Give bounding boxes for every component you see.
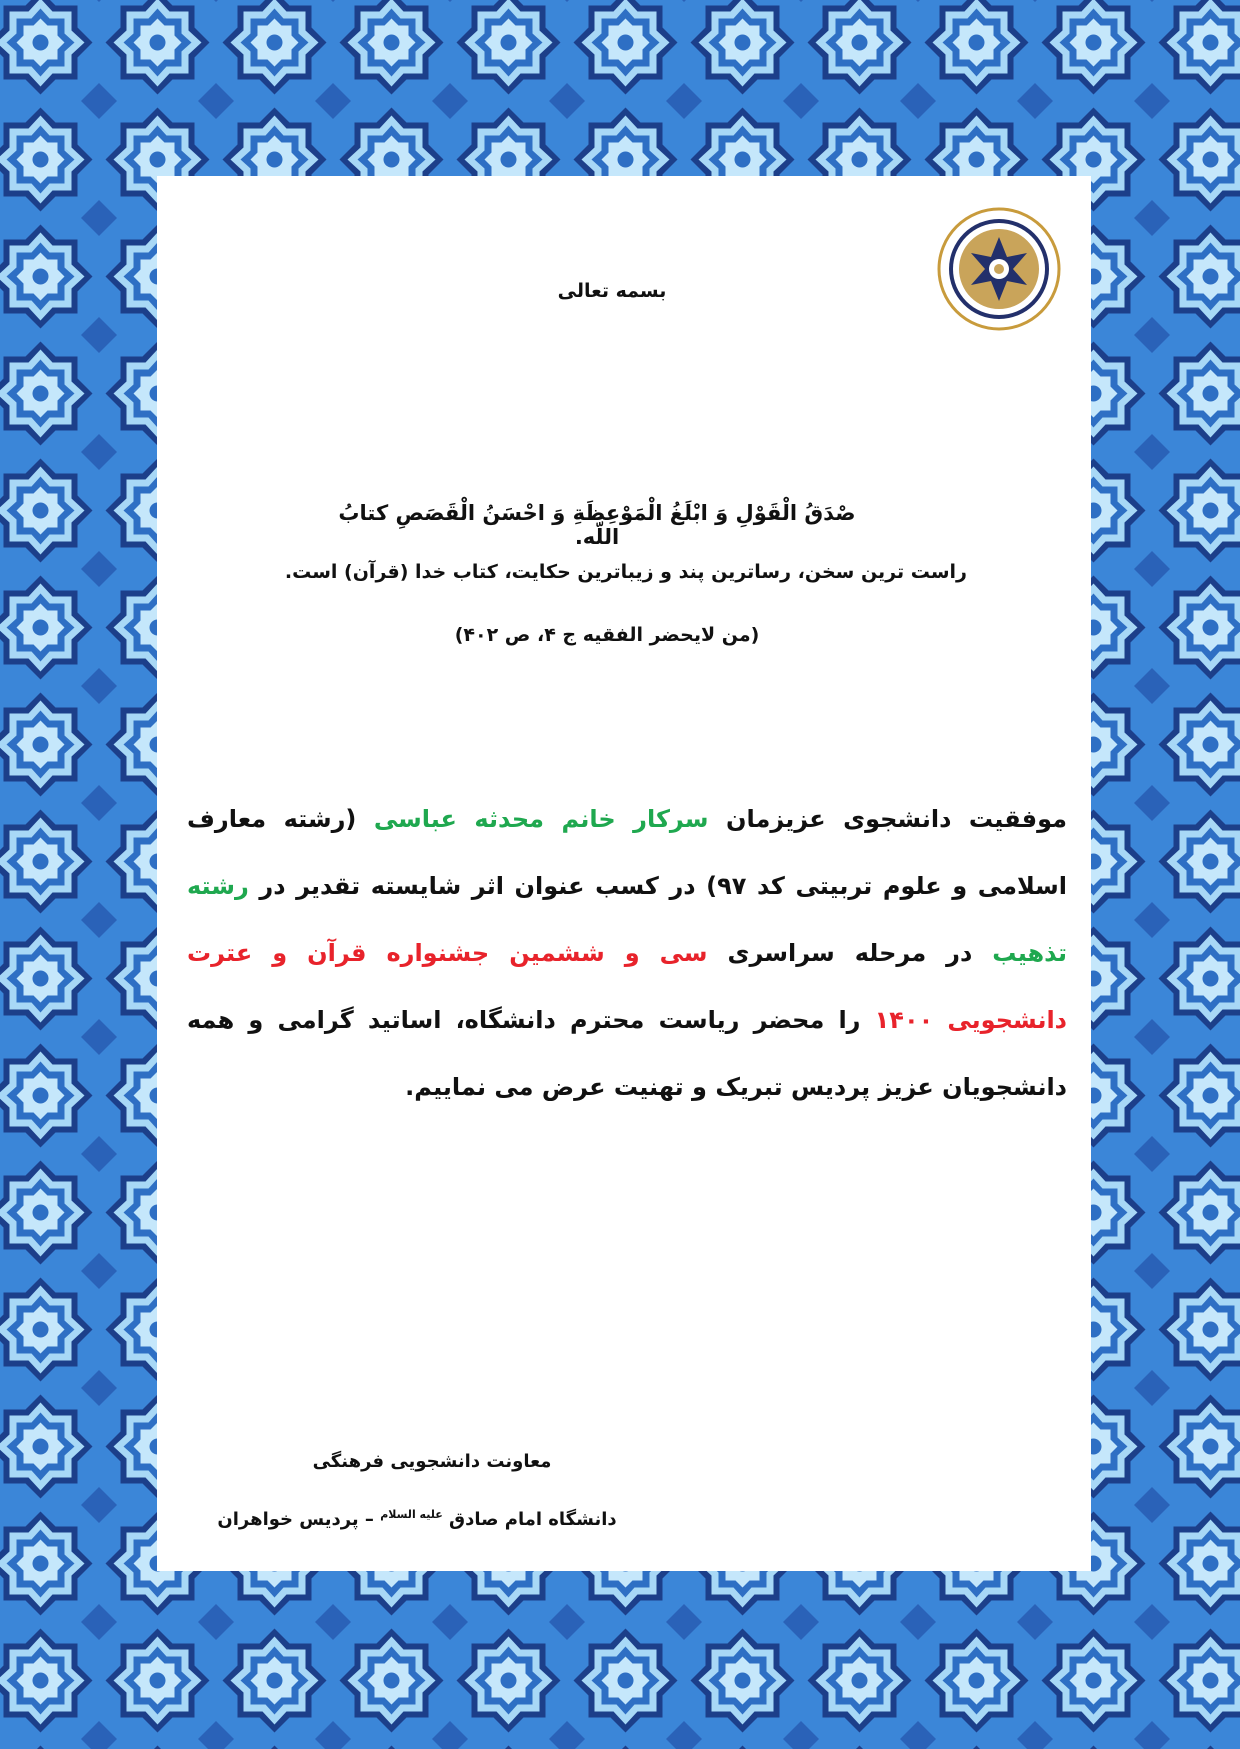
congratulation-text [187, 786, 1067, 1121]
signature-office: معاونت دانشجویی فرهنگی [312, 1451, 552, 1472]
body-part1: موفقیت دانشجوی عزیزمان [708, 805, 1067, 833]
campus-name: – پردیس خواهران [217, 1509, 381, 1530]
festival-name: سی و ششمین جشنواره قرآن و عترت دانشجویی ۱۴۰۰ [187, 939, 1067, 1034]
honorific: علیه السلام [380, 1508, 443, 1521]
body-part3: در مرحله سراسری [707, 939, 993, 967]
body-part4: را محضر ریاست محترم دانشگاه، اساتید گرامی و همه دانشجویان عزیز پردیس تبریک و تهنیت عرض می نماییم. [187, 1006, 1067, 1101]
field-name: رشته تذهیب [187, 872, 1068, 967]
hadith-arabic: صْدَقُ الْقَوْلِ وَ ابْلَغُ الْمَوْعِظَةِ وَ احْسَنُ الْقَصَصِ کتابُ اللّه. [338, 501, 856, 549]
university-name: دانشگاه امام صادق [449, 1509, 617, 1530]
hadith-source: (من لایحضر الفقیه ج ۴، ص ۴۰۲) [454, 624, 760, 646]
university-logo [934, 204, 1064, 334]
heading: بسمه تعالی [557, 280, 667, 302]
certificate-page [157, 176, 1091, 1571]
body-part2: (رشته معارف اسلامی و علوم تربیتی کد ۹۷) در کسب عنوان اثر شایسته تقدیر در [187, 805, 1068, 900]
student-name: سرکار خانم محدثه عباسی [373, 805, 709, 833]
hadith-persian: راست ترین سخن، رساترین پند و زیباترین حکایت، کتاب خدا (قرآن) است. [284, 561, 967, 583]
signature-university [212, 1508, 622, 1530]
